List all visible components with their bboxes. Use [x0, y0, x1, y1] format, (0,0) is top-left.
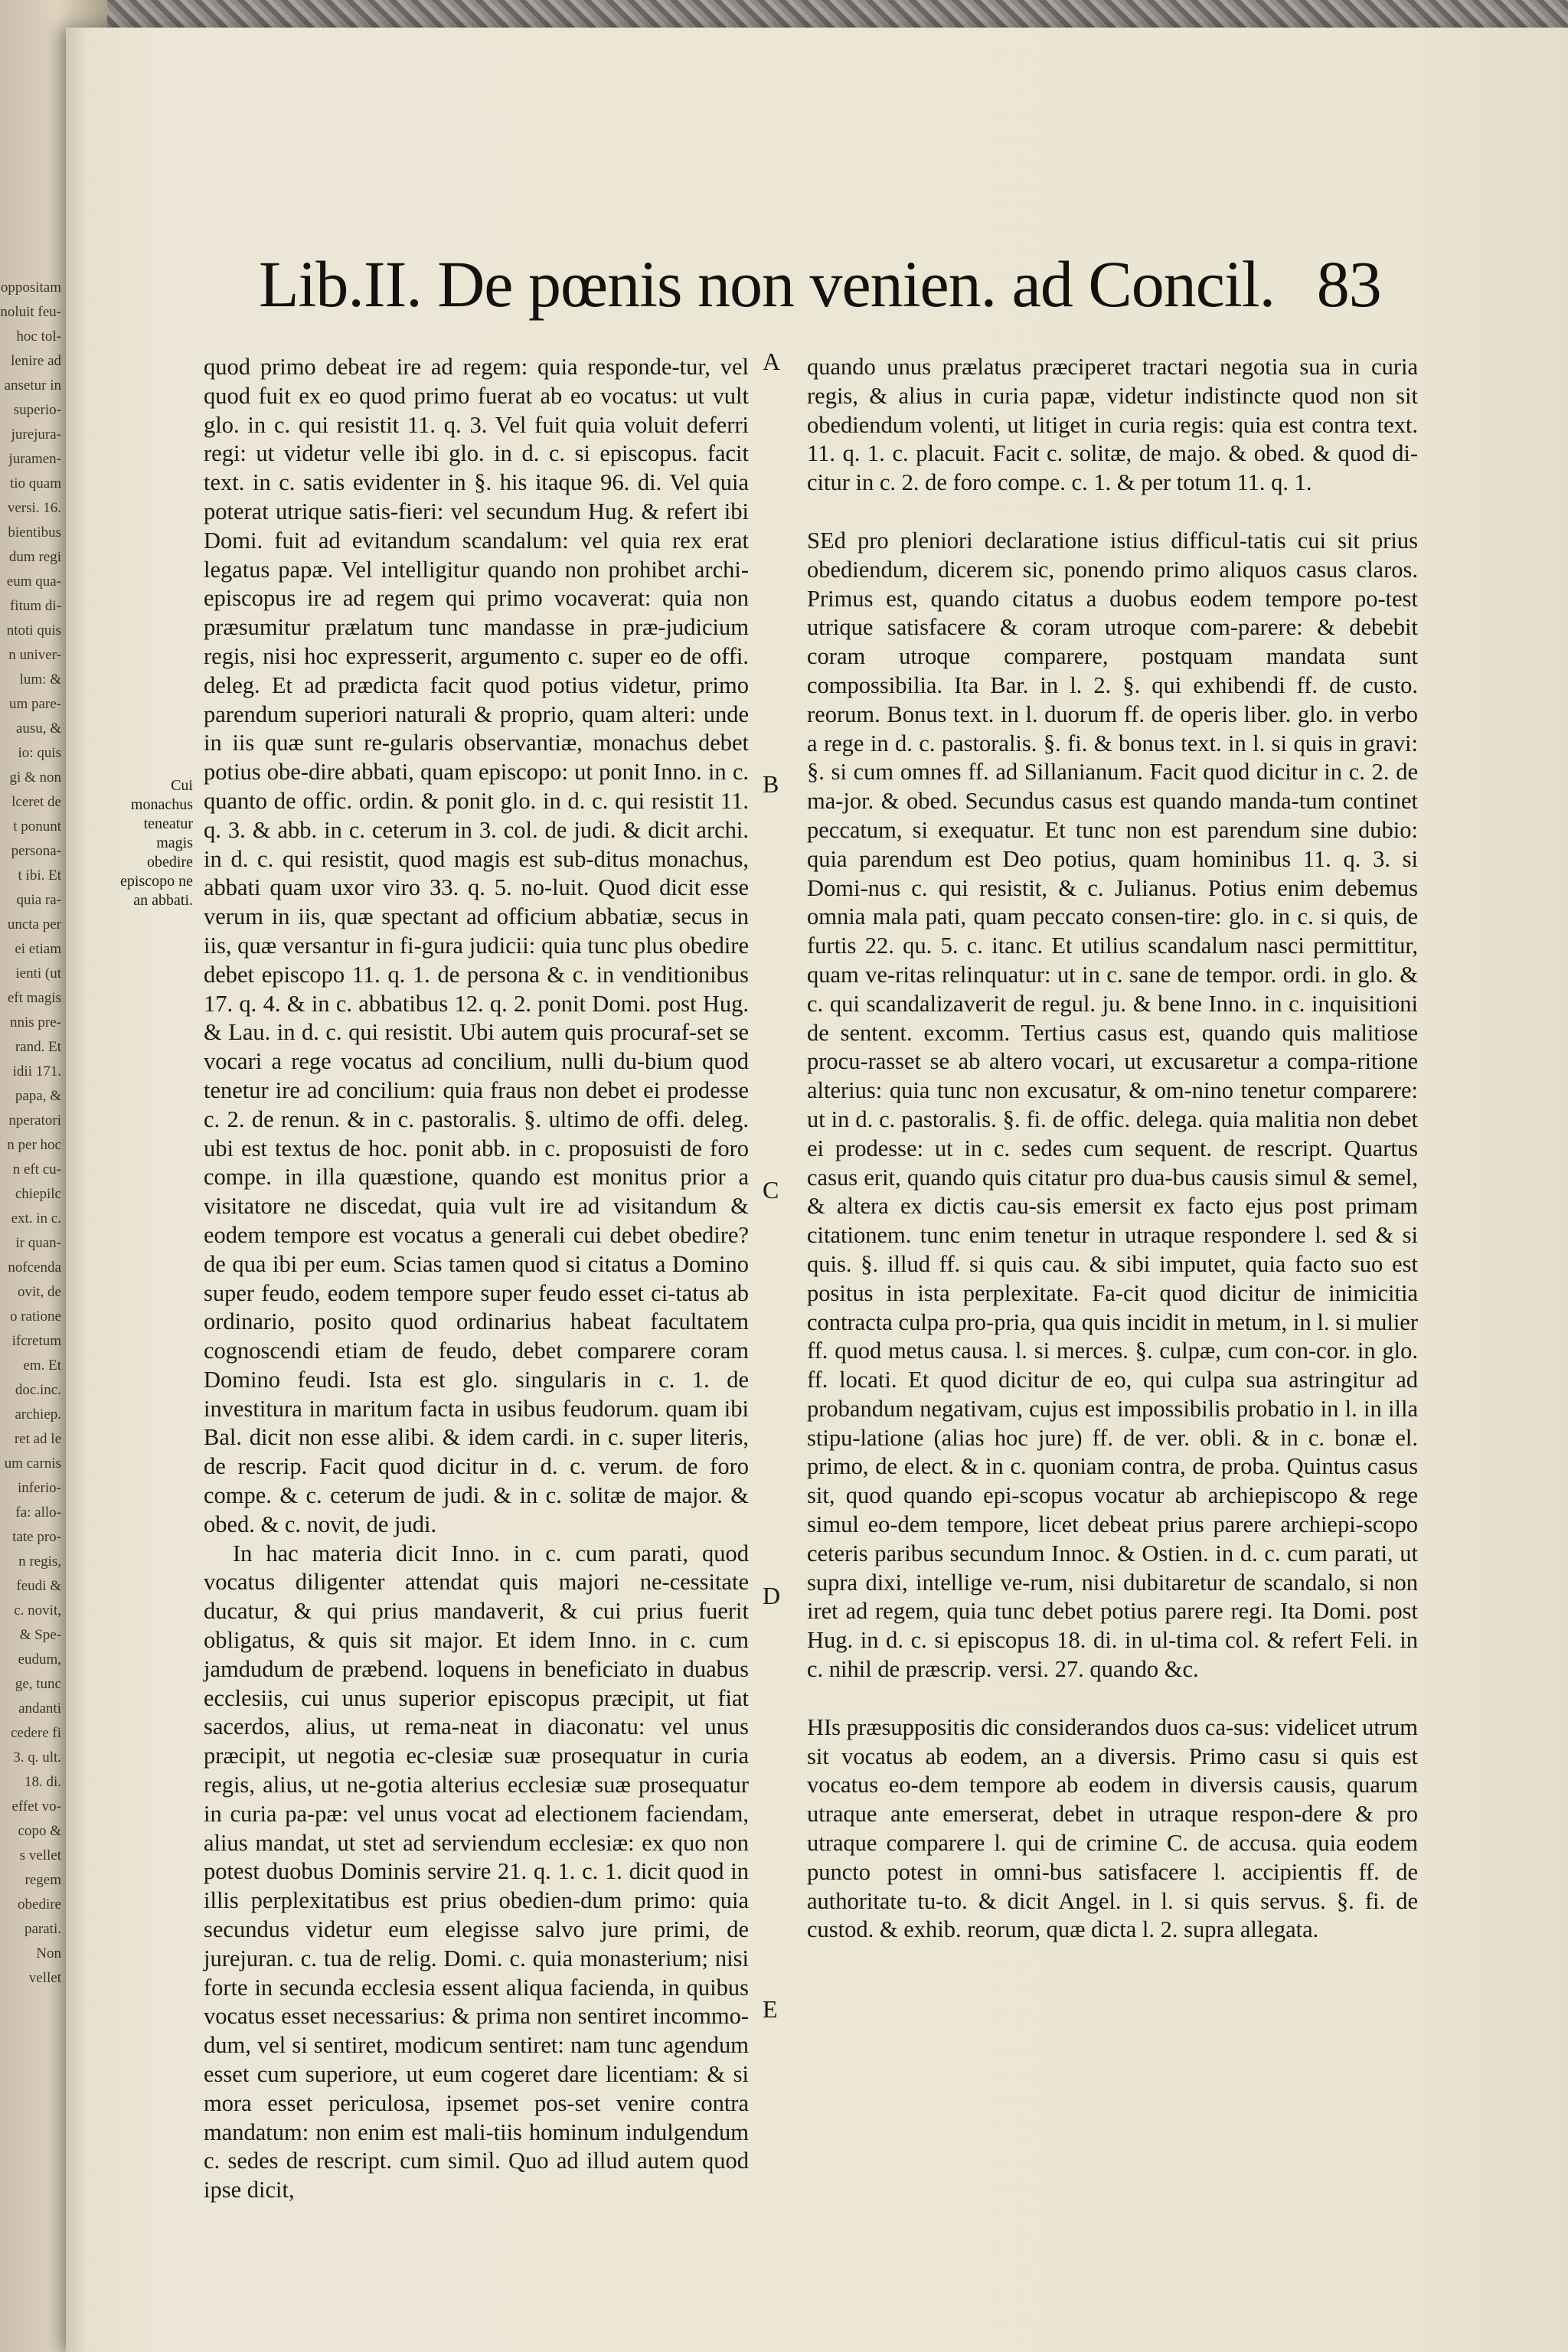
previous-page-fragment: andanti — [18, 1700, 61, 1717]
previous-page-fragment: parati. — [24, 1921, 61, 1937]
previous-page-fragment: um pare- — [8, 696, 61, 712]
previous-page-fragment: lum: & — [19, 671, 61, 688]
previous-page-fragment: juramen- — [8, 451, 61, 467]
previous-page-fragment: s vellet — [19, 1847, 61, 1864]
previous-page-fragment: effet vo- — [11, 1798, 61, 1815]
previous-page-fragment: idii 171. — [12, 1063, 61, 1080]
previous-page-fragment: ausu, & — [15, 720, 61, 737]
previous-page-fragment: regem — [24, 1872, 61, 1888]
previous-page-fragment: t ibi. Et — [18, 867, 61, 884]
left-column — [204, 353, 749, 2205]
previous-page-fragment: jurejura- — [11, 426, 61, 443]
left-paragraph-2: In hac materia dicit Inno. in c. cum parati, quod vocatus diligenter attendat quis majori ne-cessitate ducatur, & qui prius mandaverit, & cui prius fuerit obligatus, & quis sit major. Et idem Inno. in c. cum jamdudum de præbend. loquens in beneficiato in duabus ecclesiis, cui unus superior episcopus præcipit, ut fiat sacerdos, alius, ut rema-neat in diaconatu: vel unus præcipit, ut negotia ec-clesiæ suæ prosequatur in curia regis, alius, ut ne-gotia alterius ecclesiæ suæ prosequatur in curia pa-pæ: vel unus vocat ad electionem faciendam, alius mandat, ut stet ad serviendum ecclesiæ: ex quo non potest duobus Dominis servire 21. q. 1. c. 1. dicit quod in illis perplexitatibus est prius obedien-dum primo: quia secundus videtur eum elegisse salvo jure primi, de jurejuran. c. tua de relig. Domi. c. quia monasterium; nisi forte in secunda ecclesia essent aliqua facienda, in quibus vocatus esset necessarius: & prima non sentiret incommo-dum, vel si sentiret, modicum sentiret: nam tunc agendum esset cum superiore, ut eum cogeret dare licentiam: & si mora esset periculosa, ipsemet pos-set venire contra mandatum: non enim est mali-tiis hominum indulgendum c. sedes de rescript. cum simil. Quo ad illud autem quod ipse dicit, — [204, 1540, 749, 2203]
previous-page-fragment: noluit feu- — [0, 304, 61, 320]
previous-page-fragment: Non — [36, 1945, 61, 1962]
previous-page-fragment: eft magis — [7, 990, 61, 1006]
previous-page-fragment: fa: allo- — [15, 1504, 61, 1521]
previous-page-fragment: ansetur in — [4, 377, 61, 394]
previous-page-fragment: ret ad le — [14, 1431, 61, 1447]
previous-page-fragment: obedire — [18, 1896, 61, 1913]
previous-page-fragment: dum regi — [8, 549, 61, 565]
margin-letter-c: C — [763, 1176, 779, 1204]
previous-page-fragment: ntoti quis — [6, 622, 61, 639]
previous-page-fragment: inferio- — [18, 1480, 61, 1496]
previous-page-fragment: 18. di. — [24, 1774, 61, 1790]
previous-page-fragment: bientibus — [8, 524, 61, 541]
margin-letter-d: D — [763, 1582, 781, 1609]
page-number: 83 — [1316, 247, 1381, 321]
previous-page-fragment: chiepilc — [15, 1186, 61, 1202]
background-carpet — [0, 0, 1568, 31]
previous-page-fragment: eudum, — [18, 1651, 61, 1668]
previous-page-fragment: papa, & — [15, 1088, 61, 1104]
previous-page-fragment: ovit, de — [18, 1284, 61, 1300]
right-column — [807, 353, 1418, 1945]
previous-page-fragment: & Spe- — [19, 1627, 61, 1643]
previous-page-fragment: hoc tol- — [16, 328, 61, 345]
previous-page-fragment: n eft cu- — [12, 1161, 61, 1178]
previous-page-fragment: feudi & — [16, 1578, 61, 1594]
previous-page-fragment: c. novit, — [14, 1602, 61, 1619]
previous-page-fragment: quia ra- — [16, 892, 61, 908]
previous-page-fragment: nperatori — [8, 1112, 61, 1129]
previous-page-fragment: versi. 16. — [7, 500, 61, 516]
previous-page-fragment: ext. in c. — [11, 1210, 61, 1227]
previous-page-fragment: nofcenda — [8, 1259, 61, 1276]
previous-page-fragment: lceret de — [11, 794, 61, 810]
previous-page-fragment: ge, tunc — [15, 1676, 61, 1692]
right-paragraph-2: SEd pro pleniori declaratione istius difficul-tatis cui sit prius obediendum, dicerem sic, ponendo primo aliquos casus claros. Primus est, quando citatus a duobus eodem tempore po-test utrique satisfacere & coram utroque com-parere: & debebit coram utroque comparere, postquam mandata sunt compossibilia. Ita Bar. in l. 2. §. qui exhibendi ff. de custo. reorum. Bonus text. in l. duorum ff. de operis liber. glo. in verbo a rege in d. c. pastoralis. §. fi. & bonus text. in l. si quis in gravi: §. si cum omnes ff. ad Sillanianum. Facit quod dicitur in c. 2. de ma-jor. & obed. Secundus casus est quando manda-tum continet peccatum, si exequatur. Et tunc non est parendum sine dubio: quia parendum est Deo potius, quam hominibus 11. q. 3. si Domi-nus c. qui resistit, & c. Julianus. Potius enim debemus omnia mala pati, quam peccato consen-tire: glo. in c. si quis, de furtis 22. qu. 5. c. itanc. Et utilius scandalum nasci permittitur, quam ve-ritas relinquatur: ut in c. sane de tempor. ordi. in glo. & c. qui scandalizaverit de regul. ju. & bene Inno. in c. inquisitioni de sentent. excomm. Tertius casus est, quando quis malitiose procu-rasset se ab altero vocari, ut excusaretur a compa-ritione alterius: quia tunc non excusatur, & om-nino tenetur comparere: ut in d. c. pastoralis. §. fi. de offic. delega. quia malitia non debet ei prodesse: ut in c. sedes cum sequent. de rescript. Quartus casus erit, quando quis citatur pro dua-bus causis simul & semel, & altera ex dictis cau-sis emersit ex facto ejus post primam citationem. tunc enim tenetur in utraque respondere l. sed & si quis. §. illud ff. si quis cau. & sibi imputet, quia facto suo est positus in ista perplexitate. Fa-cit quod dicitur de inimicitia contracta culpa pro-pria, qua quis incidit in metum, in l. si mulier ff. quod metus causa. l. si merces. §. culpæ, cum con-cor. in glo. ff. locati. Et quod dicitur de eo, qui culpa sua astringitur ad probandum negativam, cujus est impossibilis probatio in l. in illa stipu-latione (alias hoc jure) ff. de ver. obli. & in c. bonæ el. primo, de elect. & in c. quoniam contra, de proba. Quintus casus sit, quod quando epi-scopus vocatur ab archiepiscopo & rege simul eo-dem tempore, licet debeat prius parere archiepi-scopo ceteris paribus secundum Innoc. & Ostien. in d. c. cum parati, ut supra dixi, intellige ve-rum, nisi dubitaretur de scandalo, si non iret ad regem, quia tunc debet potius parere regi. Ita Domi. post Hug. in d. c. si episcopus 18. di. in ul-tima col. & refert Feli. in c. nihil de præscrip. versi. 27. quando &c. — [807, 527, 1418, 1683]
previous-page-fragment: o ratione — [9, 1308, 61, 1325]
previous-page-fragment: n per hoc — [7, 1137, 61, 1153]
previous-page-fragment: uncta per — [7, 916, 61, 933]
margin-letter-b: B — [763, 770, 779, 798]
previous-page-fragment: nnis pre- — [9, 1014, 61, 1031]
running-title-text: Lib.II. De pœnis non venien. ad Concil. — [259, 247, 1276, 321]
previous-page-fragment: em. Et — [23, 1357, 61, 1374]
previous-page-fragment: archiep. — [15, 1406, 61, 1423]
book-page — [66, 28, 1568, 2352]
previous-page-fragment: tio quam — [9, 475, 61, 492]
margin-letter-a: A — [763, 348, 781, 375]
previous-page-fragment: doc.inc. — [15, 1382, 61, 1398]
previous-page-fragment: ei etiam — [15, 941, 61, 957]
previous-page-fragment: ir quan- — [15, 1235, 61, 1251]
previous-page-fragment: eum qua- — [6, 573, 61, 590]
margin-letter-e: E — [763, 1995, 778, 2023]
previous-page-fragment: ifcretum — [11, 1333, 61, 1349]
previous-page-fragment: t ponunt — [13, 818, 61, 835]
previous-page-fragment: rand. Et — [15, 1039, 61, 1055]
previous-page-fragment: gi & non — [9, 769, 61, 786]
previous-page-fragment: 3. q. ult. — [13, 1749, 61, 1766]
previous-page-fragment: n univer- — [8, 647, 61, 663]
previous-page-fragment: oppositam — [0, 279, 61, 296]
previous-page-fragment: fitum di- — [9, 598, 61, 614]
previous-page-fragment: um carnis — [4, 1455, 61, 1472]
previous-page-edge — [0, 276, 61, 2343]
running-title — [259, 246, 1407, 322]
right-paragraph-1: quando unus prælatus præciperet tractari negotia sua in curia regis, & alius in curia papæ, videtur indistincte quod non sit obediendum volenti, ut litiget in curia regis: quia est contra text. 11. q. 1. c. placuit. Facit c. solitæ, de majo. & obed. & quod di-citur in c. 2. de foro compe. c. 1. & per totum 11. q. 1. — [807, 354, 1418, 496]
margin-note: Cui monachus teneatur magis obedire episcopo ne an abbati. — [120, 777, 193, 909]
previous-page-fragment: persona- — [11, 843, 61, 859]
previous-page-fragment: superio- — [13, 402, 61, 418]
previous-page-fragment: n regis, — [18, 1553, 61, 1570]
previous-page-fragment: io: quis — [18, 745, 61, 761]
previous-page-fragment: tate pro- — [12, 1529, 61, 1545]
previous-page-fragment: ienti (ut — [15, 965, 61, 982]
previous-page-fragment: lenire ad — [11, 353, 61, 369]
previous-page-fragment: cedere fi — [11, 1725, 61, 1741]
right-paragraph-3: HIs præsuppositis dic considerandos duos ca-sus: videlicet utrum sit vocatus ab eodem, an a diversis. Primo casu si quis est vocatus eo-dem tempore ab eodem in diversis causis, quarum utraque ante emerserat, debet in utraque respon-dere & pro utraque comparere l. qui de crimine C. de accusa. quia eodem puncto potest in omni-bus satisfacere l. accipientis ff. de authoritate tu-to. & dicit Angel. in l. si quis servus. §. fi. de custod. & exhib. reorum, quæ dicta l. 2. supra allegata. — [807, 1713, 1418, 1943]
left-paragraph-1: quod primo debeat ire ad regem: quia responde-tur, vel quod fuit ex eo quod primo fuerat ab eo vocatus: ut vult glo. in c. qui resistit 11. q. 3. Vel fuit quia voluit deferri regi: ut videtur velle ibi glo. in d. c. si episcopus. facit text. in c. satis evidenter in §. his itaque 96. di. Vel quia poterat utrique satis-fieri: vel secundum Hug. & refert ibi Domi. fuit ad evitandum scandalum: vel quia rex erat legatus papæ. Vel intelligitur quando non prohibet archi-episcopus ire ad regem qui primo vocaverat: quia non præsumitur prælatum tunc mandasse in præ-judicium regis, nisi hoc expresserit, argumento c. super eo de offi. deleg. Et ad prædicta facit quod potius videtur, primo parendum superiori naturali & proprio, quam alteri: unde in iis quæ sunt re-gularis observantiæ, monachus debet potius obe-dire abbati, quam episcopo: ut ponit Inno. in c. quanto de offic. ordin. & ponit glo. in d. c. qui resistit 11. q. 3. & abb. in c. ceterum in 3. col. de judi. & dicit archi. in d. c. qui resistit, quod magis est sub-ditus monachus, abbati quam uxor viro 33. q. 5. no-luit. Quod dicit esse verum in iis, quæ spectant ad officium abbatiæ, secus in iis, quæ versantur in fi-gura judicii: quia tunc plus obedire debet episcopo 11. q. 1. de persona & c. in venditionibus 17. q. 4. & in c. abbatibus 12. q. 2. ponit Domi. post Hug. & Lau. in d. c. qui resistit. Ubi autem quis procuraf-set se vocari a rege vocatus ad concilium, nulli du-bium quod tenetur ire ad concilium: quia fraus non debet ei prodesse c. 2. de renun. & in c. pastoralis. §. ultimo de offi. deleg. ubi est textus de hoc. ponit abb. in c. proposuisti de foro compe. in illa quæstione, quando est monitus prior a visitatore ne discedat, quia vult ire ad visitandum & eodem tempore est vocatus a generali cui debet obedire? de qua ibi per eum. Scias tamen quod si citatus a Domino super feudo, eodem tempore super feudo esset ci-tatus ab ordinario, posito quod ordinarius habeat facultatem cognoscendi etiam de feudo, debet comparere coram Domino feudi. Ista est glo. singularis in c. 1. de investitura in maritum facta in usibus feudorum. quam ibi Bal. dicit non esse alibi. & idem cardi. in c. super literis, de rescrip. Facit quod dicitur in d. c. verum. de foro compe. & c. ceterum de judi. & in c. solitæ de major. & obed. & c. novit, de judi. — [204, 354, 749, 1537]
previous-page-fragment: vellet — [28, 1970, 61, 1986]
previous-page-fragment: copo & — [18, 1823, 61, 1839]
